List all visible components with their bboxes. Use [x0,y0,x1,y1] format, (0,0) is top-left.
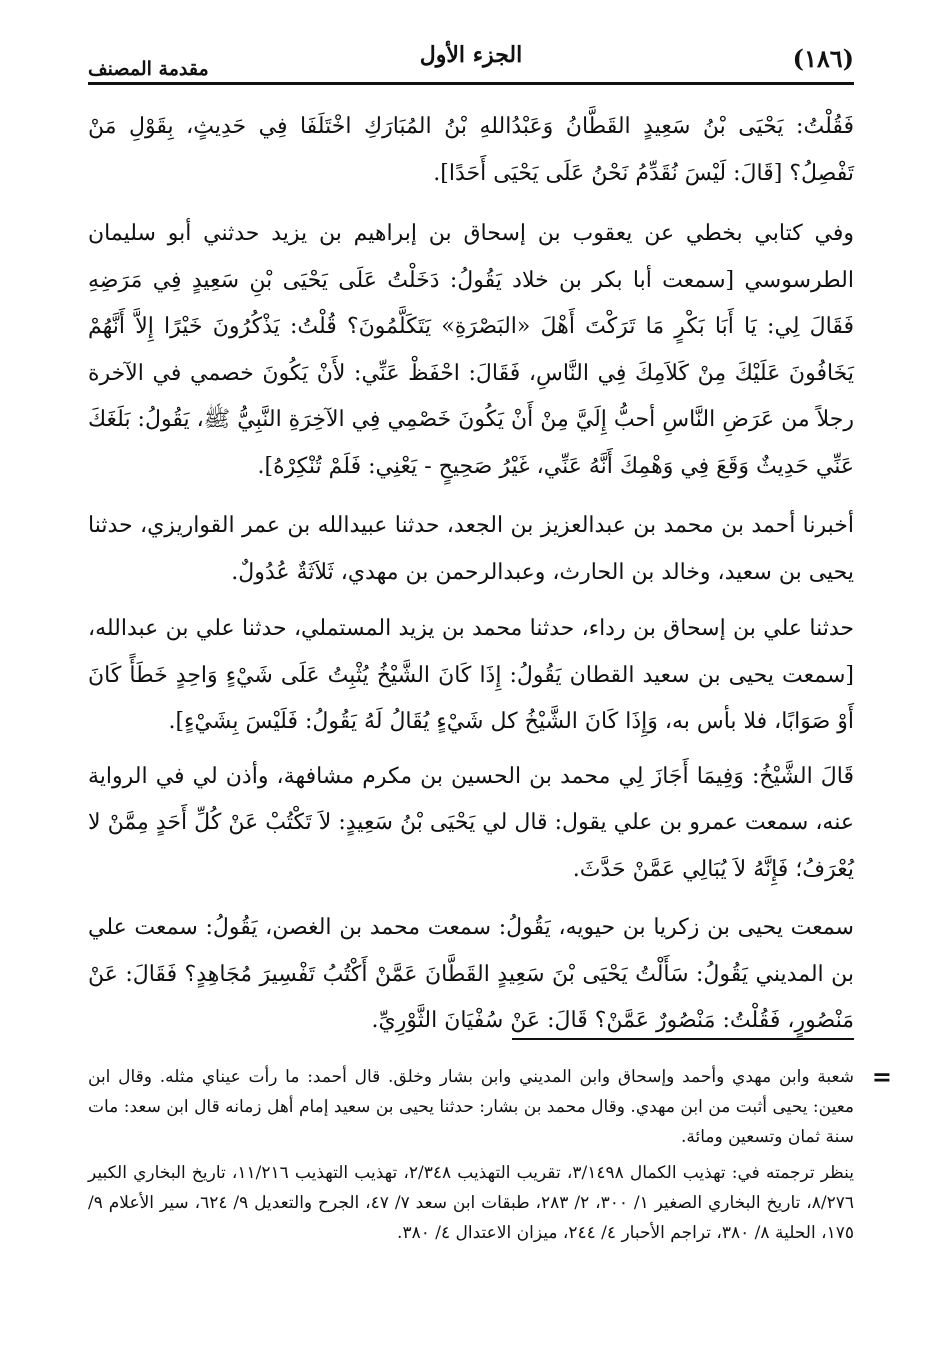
body-paragraph: سمعت يحيى بن زكريا بن حيويه، يَقُولُ: سمعت محمد بن الغصن، يَقُولُ: سمعت علي بن المديني يَقُولُ: سَأَلْتُ يَحْيَى بْنَ سَعِيدٍ القَطَّانَ عَمَّنْ أَكْتُبُ تَفْسِيرَ مُجَاهِدٍ؟ فَقَالَ: عَنْ مَنْصُورٍ، فَقُلْتُ: مَنْصُورٌ عَمَّنْ؟ قَالَ: عَنْ سُفْيَانَ الثَّوْرِيِّ. [88,915,854,1033]
footnote-paragraph: ينظر ترجمته في: تهذيب الكمال ٣/١٤٩٨، تقريب التهذيب ٢/٣٤٨، تهذيب التهذيب ١١/٢١٦، تاريخ البخاري الكبير ٨/٢٧٦، تاريخ البخاري الصغير ١/ ٣٠٠، ٢/ ٢٨٣، طبقات ابن سعد ٧/ ٤٧، الجرح والتعديل ٩/ ٦٢٤، سير الأعلام ٩/ ١٧٥، الحلية ٨/ ٣٨٠، تراجم الأحبار ٤/ ٢٤٤، ميزان الاعتدال ٤/ ٣٨٠. [88,1163,855,1243]
body-paragraph: فَقُلْتُ: يَحْيَى بْنُ سَعِيدٍ القَطَّانُ وَعَبْدُاللهِ بْنُ المُبَارَكِ اخْتَلَفَا فِي حَدِيثٍ، بِقَوْلِ مَنْ تَفْصِلُ؟ [قَالَ: لَيْسَ نُقَدِّمُ نَحْنُ عَلَى يَحْيَى أَحَدًا]. [88,114,854,186]
footnote-rule [512,1038,854,1040]
main-text [88,104,854,1058]
body-paragraph: حدثنا علي بن إسحاق بن رداء، حدثنا محمد بن يزيد المستملي، حدثنا علي بن عبدالله، [سمعت يحيى بن سعيد القطان يَقُولُ: إِذَا كَانَ الشَّيْخُ يُثْبِتُ عَلَى شَيْءٍ وَاحِدٍ خَطَأً كَانَ أَوْ صَوَابًا، فلا بأس به، وَإِذَا كَانَ الشَّيْخُ كل شَيْءٍ يُقَالُ لَهُ يَقُولُ: فَلَيْسَ بِشَيْءٍ]. [88,616,854,734]
body-paragraph: وفي كتابي بخطي عن يعقوب بن إسحاق بن إبراهيم بن يزيد حدثني أبو سليمان الطرسوسي [سمعت أبا بكر بن خلاد يَقُولُ: دَخَلْتُ عَلَى يَحْيَى بْنِ سَعِيدٍ فِي مَرَضِهِ فَقَالَ لِي: يَا أَبَا بَكْرٍ مَا تَرَكْتَ أَهْلَ «البَصْرَةِ» يَتَكَلَّمُونَ؟ قُلْتُ: يَذْكُرُونَ خَيْرًا إِلاَّ أَنَّهُمْ يَخَافُونَ عَلَيْكَ مِنْ كَلاَمِكَ فِي النَّاسِ، فَقَالَ: احْفَظْ عَنِّي: لأَنْ يَكُونَ خصمي في الآخرة رجلاً من عَرَضِ النَّاسِ أحبُّ إِلَيَّ مِنْ أَنْ يَكُونَ خَصْمِي فِي الآخِرَةِ النَّبِيُّ ﷺ، يَقُولُ: بَلَغَكَ عَنِّي حَدِيثٌ وَقَعَ فِي وَهْمِكَ أَنَّهُ عَنِّي، غَيْرُ صَحِيحٍ - يَعْنِي: فَلَمْ تُنْكِرْهُ]. [88,221,854,479]
volume-title: الجزء الأول [419,42,523,68]
header-rule [88,82,854,85]
page-header [88,38,854,78]
section-title: مقدمة المصنف [88,58,209,80]
footnote-paragraph: شعبة وابن مهدي وأحمد وإسحاق وابن المديني وابن بشار وخلق. قال أحمد: ما رأت عيناي مثله. وقال ابن معين: يحيى أثبت من ابن مهدي. وقال محمد بن بشار: حدثنا يحيى بن سعيد إمام أهل زمانه قال ابن سعد: مات سنة ثمان وتسعين ومائة. [88,1067,854,1147]
body-paragraph: قَالَ الشَّيْخُ: وَفِيمَا أَجَازَ لِي محمد بن الحسين بن مكرم مشافهة، وأذن لي في الرواية عنه، سمعت عمرو بن علي يقول: قال لي يَحْيَى بْنُ سَعِيدٍ: لاَ تَكْتُبْ عَنْ كُلِّ أَحَدٍ مِمَّنْ لا يُعْرَفُ؛ فَإِنَّهُ لاَ يُبَالِي عَمَّنْ حَدَّثَ. [88,763,854,882]
footnote-continuation-marker: = [871,1062,892,1091]
page-number: (١٨٦) [792,44,854,73]
body-paragraph: أخبرنا أحمد بن محمد بن عبدالعزيز بن الجعد، حدثنا عبيدالله بن عمر القواريزي، حدثنا يحيى بن سعيد، وخالد بن الحارث، وعبدالرحمن بن مهدي، ثَلاَثَةٌ عُدُولٌ. [88,513,854,585]
footnotes [88,1062,892,1254]
